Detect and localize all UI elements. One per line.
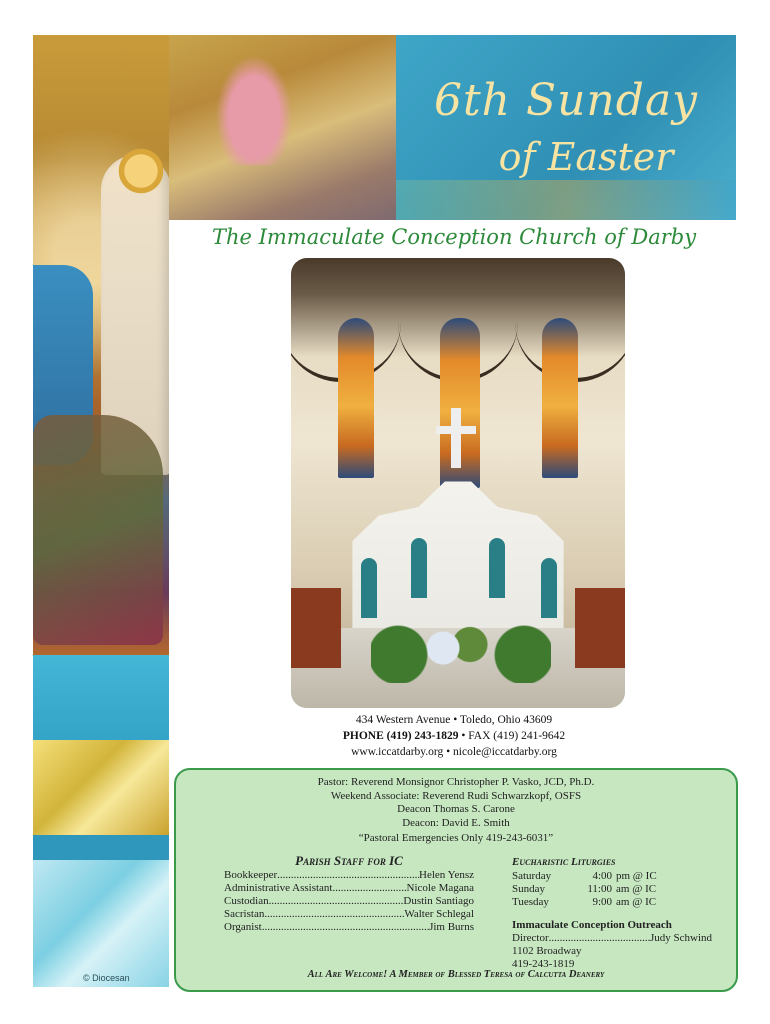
angel-mosaic-image — [169, 35, 396, 220]
stained-glass-window — [338, 318, 374, 478]
liturgy-day: Sunday — [512, 883, 545, 895]
clergy-deacon: Deacon Thomas S. Carone — [397, 803, 515, 815]
clergy-pastor: Pastor: Reverend Monsignor Christopher P. Vasko, JCD, Ph.D. — [317, 776, 595, 788]
teal-stripe — [33, 835, 169, 860]
staff-info-box — [174, 768, 738, 992]
staff-name: Nicole Magana — [406, 882, 474, 894]
staff-row — [224, 908, 474, 921]
stained-glass-window — [542, 318, 578, 478]
outreach-title: Immaculate Conception Outreach — [512, 919, 672, 931]
street-address: 434 Western Avenue • Toledo, Ohio 43609 — [355, 714, 553, 726]
altar-panel — [361, 558, 377, 618]
liturgy-row — [512, 896, 712, 909]
outreach-section — [512, 919, 712, 971]
crucifix-bar — [436, 426, 476, 434]
resurrection-mosaic-image — [33, 35, 169, 987]
liturgy-time: 11:00 — [587, 883, 612, 895]
banner-title-line2: of Easter — [498, 135, 674, 179]
banner-title-line1: 6th Sunday — [433, 75, 699, 126]
fax-number: • FAX (419) 241-9642 — [461, 730, 566, 742]
liturgy-day: Saturday — [512, 870, 552, 882]
liturgy-time: 9:00 — [592, 896, 612, 908]
clergy-associate: Weekend Associate: Reverend Rudi Schwarzkopf, OSFS — [330, 789, 582, 802]
liturgy-time: 4:00 — [592, 870, 612, 882]
copyright-note: © Diocesan — [83, 973, 130, 983]
outreach-phone: 419-243-1819 — [512, 958, 575, 970]
staff-row — [224, 882, 474, 895]
parish-staff-heading: Parish Staff for IC — [295, 853, 403, 868]
altar-panel — [541, 558, 557, 618]
altar-panel — [489, 538, 505, 598]
staff-row — [224, 869, 474, 882]
staff-name: Jim Burns — [429, 921, 474, 933]
parish-staff-section — [224, 854, 474, 934]
clergy-list — [176, 776, 736, 830]
staff-role: Sacristan — [224, 908, 265, 920]
angel-figure — [209, 45, 299, 165]
staff-role: Organist — [224, 921, 262, 933]
liturgy-row — [512, 883, 712, 896]
liturgies-section — [512, 856, 712, 971]
phone-fax-line — [169, 728, 739, 744]
pew-right — [575, 588, 625, 668]
liturgy-row — [512, 870, 712, 883]
crucifix — [451, 408, 461, 468]
clergy-deacon: Deacon: David E. Smith — [402, 816, 510, 829]
church-name: The Immaculate Conception Church of Darby — [211, 225, 697, 249]
staff-role: Bookkeeper — [224, 869, 278, 881]
liturgy-suffix: pm @ IC — [616, 870, 657, 882]
marble-band — [33, 860, 169, 987]
mosaic-halo — [115, 145, 167, 197]
contact-info — [169, 712, 739, 760]
staff-name: Walter Schlegal — [404, 908, 474, 920]
outreach-director-role: Director — [512, 932, 549, 944]
easter-flowers — [371, 613, 551, 683]
web-email-line: www.iccatdarby.org • nicole@iccatdarby.org — [351, 746, 557, 758]
pew-left — [291, 588, 341, 668]
staff-name: Dustin Santiago — [403, 895, 474, 907]
church-altar-photo — [291, 258, 625, 708]
liturgy-suffix: am @ IC — [616, 883, 657, 895]
staff-role: Custodian — [224, 895, 269, 907]
outreach-director-row — [512, 932, 712, 945]
staff-role: Administrative Assistant — [224, 882, 333, 894]
outreach-director-name: Judy Schwind — [649, 932, 712, 944]
staff-name: Helen Yensz — [419, 869, 474, 881]
emergency-line: “Pastoral Emergencies Only 419-243-6031” — [358, 832, 554, 844]
outreach-street: 1102 Broadway — [512, 945, 582, 957]
welcome-footer: All Are Welcome! A Member of Blessed Teresa of Calcutta Deanery — [307, 969, 605, 980]
staff-row — [224, 921, 474, 934]
liturgies-heading: Eucharistic Liturgies — [512, 856, 616, 868]
altar-panel — [411, 538, 427, 598]
mosaic-soldiers — [33, 415, 163, 645]
liturgy-suffix: am @ IC — [616, 896, 657, 908]
gold-band — [33, 740, 169, 835]
phone-number: PHONE (419) 243-1829 — [342, 730, 459, 742]
liturgy-day: Tuesday — [512, 896, 549, 908]
decorative-swirl — [396, 180, 736, 220]
staff-row — [224, 895, 474, 908]
